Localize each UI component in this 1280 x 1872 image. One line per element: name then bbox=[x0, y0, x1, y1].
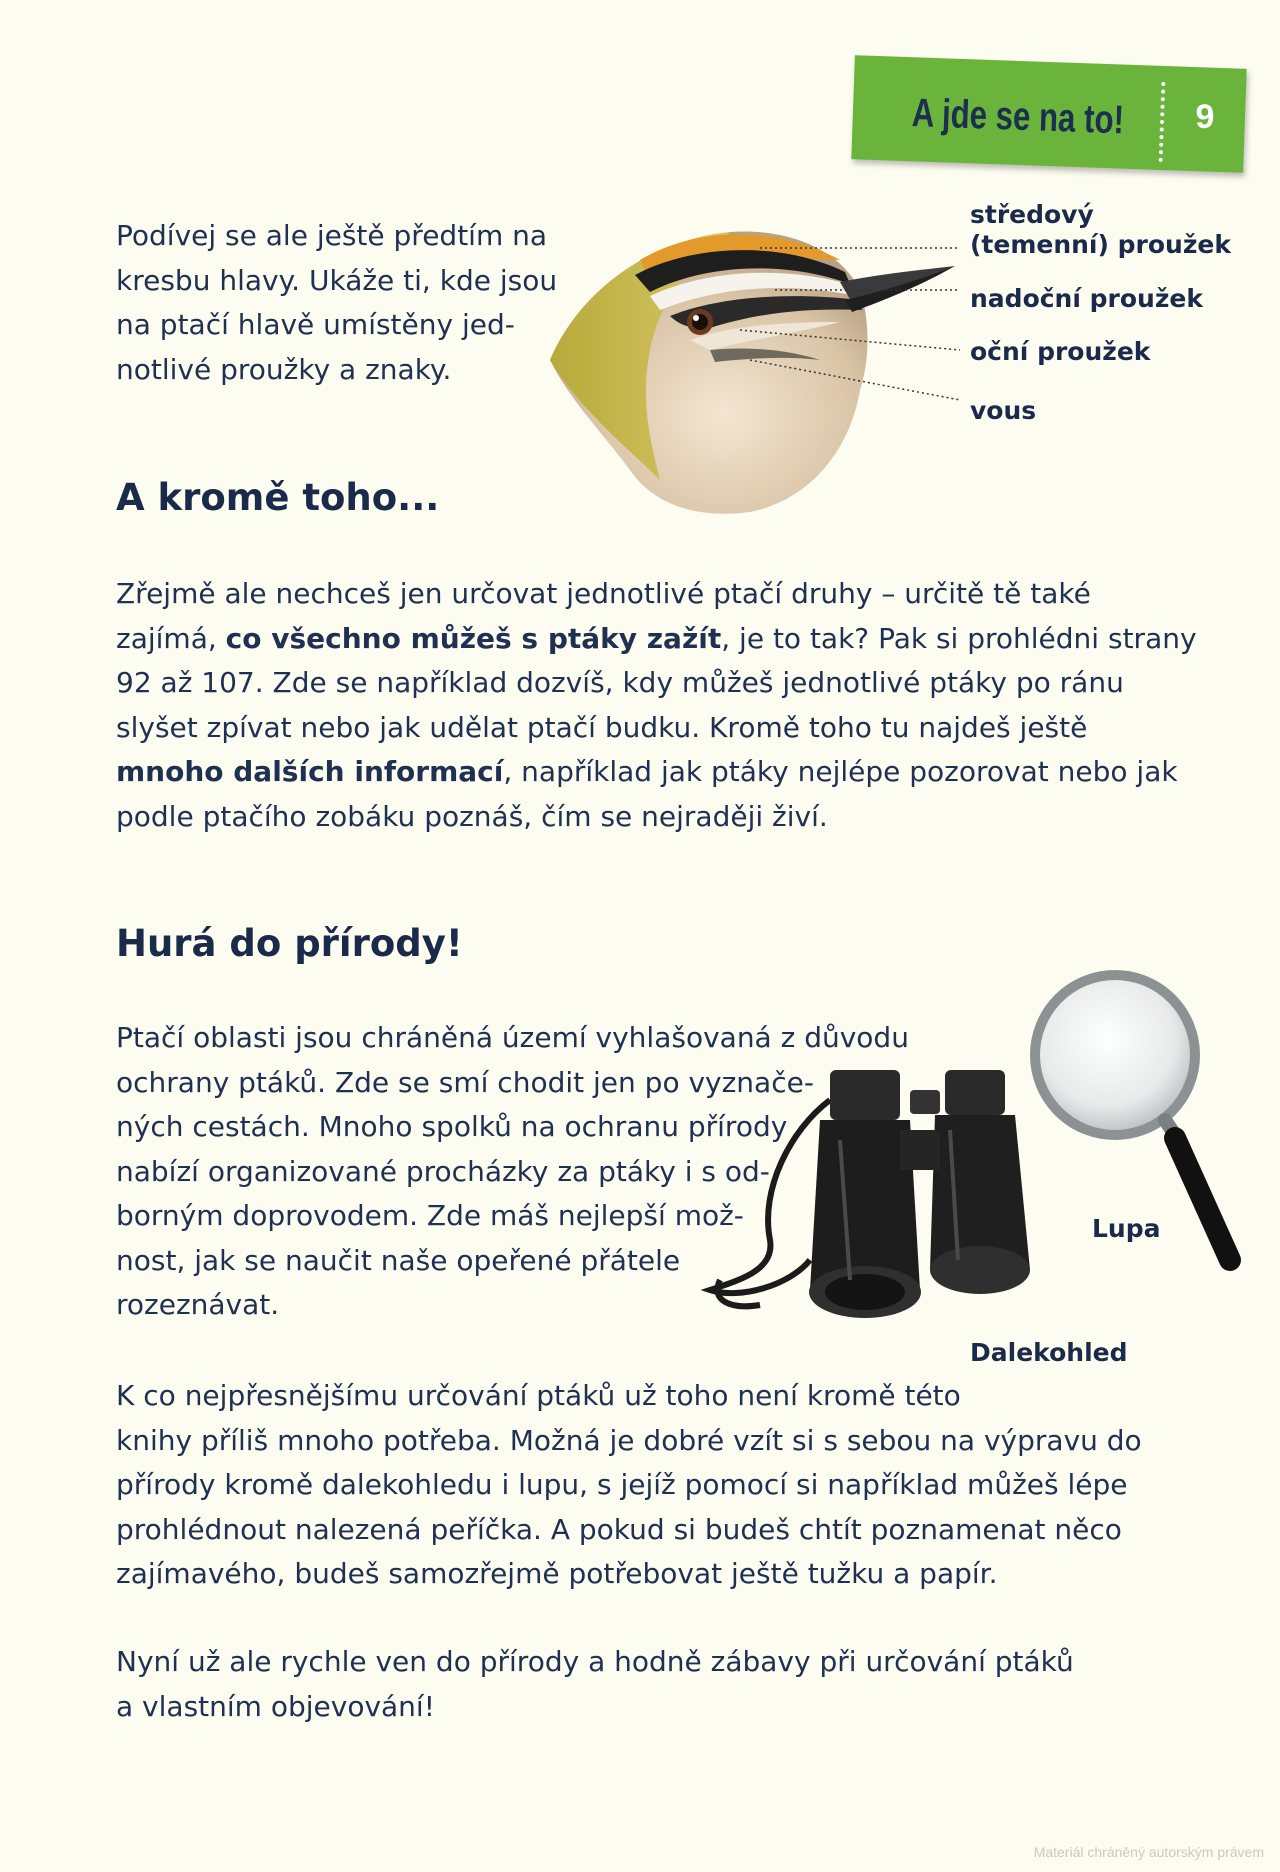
binoculars-illustration bbox=[700, 1060, 1040, 1340]
text-line: nost, jak se naučit naše opeřené přátele bbox=[116, 1243, 681, 1277]
text-line: podle ptačího zobáku poznáš, čím se nejraději živí. bbox=[116, 799, 828, 833]
text-line: knihy příliš mnoho potřeba. Možná je dobré vzít si s sebou na výpravu do bbox=[116, 1423, 1142, 1457]
section-heading: A kromě toho... bbox=[116, 476, 440, 519]
text-line: na ptačí hlavě umístěny jed- bbox=[116, 308, 515, 341]
text-line bbox=[116, 750, 1197, 795]
text-line: nabízí organizované procházky za ptáky i s od- bbox=[116, 1154, 770, 1188]
label-magnifier: Lupa bbox=[1092, 1214, 1161, 1243]
text-line: přírody kromě dalekohledu i lupu, s jejíž pomocí si například můžeš lépe bbox=[116, 1468, 1128, 1501]
text-span: , je to tak? Pak si prohlédni strany bbox=[721, 621, 1197, 655]
text-line: a vlastním objevování! bbox=[116, 1689, 435, 1723]
text-line: prohlédnout nalezená peříčka. A pokud si budeš chtít poznamenat něco bbox=[116, 1512, 1122, 1546]
text-span: zajímá, bbox=[116, 621, 226, 655]
text-line: 92 až 107. Zde se například dozvíš, kdy můžeš jednotlivé ptáky po ránu bbox=[116, 666, 1124, 699]
text-line: ných cestách. Mnoho spolků na ochranu přírody bbox=[116, 1110, 788, 1143]
section1-paragraph bbox=[116, 572, 1197, 839]
chapter-tab-title: A jde se na to! bbox=[911, 91, 1125, 143]
text-line: zajímavého, budeš samozřejmě potřebovat ještě tužku a papír. bbox=[116, 1557, 998, 1590]
copyright-watermark: Materiál chráněný autorským právem bbox=[1033, 1844, 1264, 1860]
text-line: borným doprovodem. Zde máš nejlepší mož- bbox=[116, 1199, 744, 1232]
intro-paragraph bbox=[116, 214, 557, 392]
text-line: Ptačí oblasti jsou chráněná území vyhlašovaná z důvodu bbox=[116, 1021, 909, 1054]
bold-text: co všechno můžeš s ptáky zažít bbox=[225, 621, 722, 655]
text-line: notlivé proužky a znaky. bbox=[116, 352, 452, 386]
label-crown-line1: středový bbox=[970, 200, 1094, 229]
section2-paragraph-2 bbox=[116, 1374, 1142, 1597]
text-line: slyšet zpívat nebo jak udělat ptačí budku. Kromě toho tu najdeš ještě bbox=[116, 710, 1088, 744]
label-eyestripe: oční proužek bbox=[970, 337, 1151, 366]
bold-text: mnoho dalších informací bbox=[116, 755, 504, 788]
text-span: , například jak ptáky nejlépe pozorovat nebo jak bbox=[503, 755, 1178, 788]
section-heading: Hurá do přírody! bbox=[116, 922, 463, 965]
text-line: K co nejpřesnějšímu určování ptáků už toho není kromě této bbox=[116, 1379, 961, 1412]
text-line: Nyní už ale rychle ven do přírody a hodně zábavy při určování ptáků bbox=[116, 1645, 1074, 1678]
page-number: 9 bbox=[1195, 98, 1215, 136]
text-line bbox=[116, 617, 1197, 662]
label-moustache: vous bbox=[970, 396, 1037, 425]
text-line: ochrany ptáků. Zde se smí chodit jen po vyznače- bbox=[116, 1065, 814, 1099]
text-line: Zřejmě ale nechceš jen určovat jednotlivé ptačí druhy – určitě tě také bbox=[116, 577, 1091, 610]
label-supercilium: nadoční proužek bbox=[970, 284, 1203, 313]
label-binoculars: Dalekohled bbox=[970, 1338, 1128, 1367]
label-crown-stripe bbox=[970, 200, 1231, 260]
bird-head-illustration bbox=[540, 200, 970, 520]
text-line: rozeznávat. bbox=[116, 1288, 280, 1321]
label-crown-line2: (temenní) proužek bbox=[970, 230, 1231, 259]
text-line: kresbu hlavy. Ukáže ti, kde jsou bbox=[116, 263, 558, 297]
section2-paragraph-3 bbox=[116, 1640, 1074, 1729]
text-line: Podívej se ale ještě předtím na bbox=[116, 219, 548, 252]
